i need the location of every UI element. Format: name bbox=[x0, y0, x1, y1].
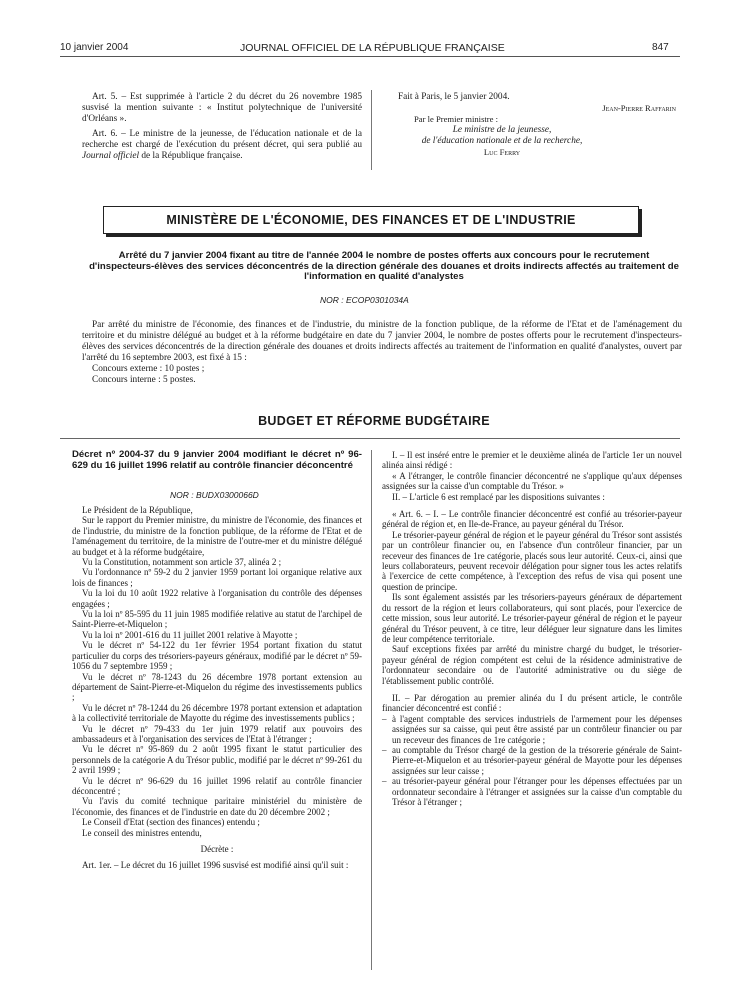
arrete-text: Par arrêté du ministre de l'économie, des finances et de l'industrie, du ministre de la fonction publique, de la réforme de l'Etat et de l'aménagement du territoire et du ministre délégué au budget et à la réforme budgétaire en date du 7 janvier 2004, le nombre de postes offerts pour le recrutement d'inspecteurs-élèves des services déconcentrés de la direction générale des douanes et droits indirects affectés au traitement de l'information en qualité d'analystes, ouvert par l'arrêté du 16 septembre 2003, est fixé à 15 : bbox=[82, 320, 682, 363]
decret-left-paragraph: Le Président de la République, bbox=[82, 505, 193, 515]
decret-right-paragraph: II. – L'article 6 est remplacé par les dispositions suivantes : bbox=[392, 491, 605, 502]
decret-nor: NOR : BUDX0300066D bbox=[170, 490, 259, 500]
ministry-title: MINISTÈRE DE L'ÉCONOMIE, DES FINANCES ET DE L'INDUSTRIE bbox=[166, 213, 576, 227]
arrete-title: Arrêté du 7 janvier 2004 fixant au titre de l'année 2004 le nombre de postes offerts aux concours pour le recrutement d'inspecteurs-élèves des services déconcentrés de la direction générale des douanes et droits indirects affectés au traitement de l'information en qualité d'analystes bbox=[89, 250, 679, 283]
decret-left-paragraph: Le conseil des ministres entendu, bbox=[82, 827, 202, 838]
top-column-divider bbox=[371, 90, 372, 170]
decret-column-divider bbox=[371, 450, 372, 970]
decret-left-paragraph: Vu le décret nº 79-433 du 1er juin 1979 relatif aux pouvoirs des ambassadeurs et à l'organisation des services de l'Etat à l'étranger ; bbox=[72, 723, 362, 744]
decret-left-paragraph: Sur le rapport du Premier ministre, du ministre de l'économie, des finances et de l'industrie, du ministre de la fonction publique, de la réforme de l'Etat et de l'aménagement du territoire, de la ministre de l'outre-mer et du ministre délégué au budget et à la réforme budgétaire, bbox=[72, 515, 362, 557]
fait-line: Fait à Paris, le 5 janvier 2004. bbox=[398, 92, 510, 102]
decret-left-paragraph: Vu le décret nº 96-629 du 16 juillet 1996 relatif au contrôle financier déconcentré ; bbox=[72, 775, 362, 796]
decret-title: Décret nº 2004-37 du 9 janvier 2004 modifiant le décret nº 96-629 du 16 juillet 1996 relatif au contrôle financier déconcentré bbox=[72, 449, 362, 471]
decret-left-paragraph: Vu la loi nº 2001-616 du 11 juillet 2001 relative à Mayotte ; bbox=[82, 629, 298, 640]
decret-left-paragraph: Vu l'ordonnance nº 59-2 du 2 janvier 1959 portant loi organique relative aux lois de finances ; bbox=[72, 567, 362, 588]
signer-ferry: Luc Ferry bbox=[483, 147, 521, 157]
signature-block bbox=[392, 92, 682, 158]
decret-left-paragraph: Vu le décret nº 95-869 du 2 août 1995 fixant le statut particulier des personnels de la catégorie A du Trésor public, modifié par le décret nº 99-261 du 2 avril 1999 ; bbox=[72, 744, 362, 776]
decret-bullet-item: – au trésorier-payeur général pour l'étranger pour les dépenses effectuées par un ordonnateur secondaire à l'étranger et assignées sur la caisse d'un comptable du Trésor à l'étranger ; bbox=[382, 776, 682, 807]
decret-left-paragraph: Vu l'avis du comité technique paritaire ministériel du ministère de l'économie, des finances et de l'industrie en date du 20 décembre 2002 ; bbox=[72, 796, 362, 817]
decret-right-paragraph: « A l'étranger, le contrôle financier déconcentré ne s'applique qu'aux dépenses assignées sur la caisse d'un comptable du Trésor. » bbox=[382, 470, 682, 492]
decret-right-paragraph: II. – Par dérogation au premier alinéa du I du présent article, le contrôle financier déconcentré est confié : bbox=[382, 692, 682, 714]
ministry-banner bbox=[103, 206, 639, 234]
decret-right-paragraph: « Art. 6. – I. – Le contrôle financier déconcentré est confié au trésorier-payeur général de région et, en Ile-de-France, au payeur général du Trésor. bbox=[382, 509, 682, 530]
decret-bullet-list bbox=[382, 714, 682, 808]
arrete-line-2: Concours interne : 5 postes. bbox=[92, 375, 196, 385]
section-rule bbox=[60, 438, 680, 439]
top-left-articles bbox=[82, 92, 362, 162]
art1-line: Art. 1er. – Le décret du 16 juillet 1996 susvisé est modifié ainsi qu'il suit : bbox=[82, 860, 349, 871]
art6-journal: Journal officiel bbox=[82, 151, 140, 161]
section-heading: BUDGET ET RÉFORME BUDGÉTAIRE bbox=[258, 414, 490, 428]
decrete-line: Décrète : bbox=[200, 844, 234, 854]
decret-left-column bbox=[72, 505, 362, 871]
header-journal-title: JOURNAL OFFICIEL DE LA RÉPUBLIQUE FRANÇAISE bbox=[240, 42, 505, 54]
decret-left-paragraph: Le Conseil d'Etat (section des finances) entendu ; bbox=[82, 817, 260, 828]
decret-right-column bbox=[382, 450, 682, 807]
arrete-body bbox=[82, 320, 682, 386]
decret-left-paragraph: Vu le décret nº 54-122 du 1er février 1954 portant fixation du statut particulier du corps des trésoriers-payeurs généraux, modifié par le décret nº 59-1056 du 7 septembre 1959 ; bbox=[72, 640, 362, 672]
decret-right-paragraph: Ils sont également assistés par les trésoriers-payeurs généraux de département du ressort de la région et leurs collaborateurs, qui sont placés, pour l'exercice de cette mission, sous leur autorité. Le trésorier-payeur général de région et le payeur général du Trésor peuvent, à ce titre, leur déléguer leur signature dans les limites de leur compétence territoriale. bbox=[382, 592, 682, 644]
decret-right-paragraph: Le trésorier-payeur général de région et le payeur général du Trésor sont assistés par un contrôleur financier ou, en l'absence d'un contrôleur financier, par un receveur des finances de 1re catégorie, placés sous leur autorité. Ceux-ci, ainsi que leurs collaborateurs, peuvent recevoir délégation pour signer tous les actes relatifs à l'exercice de cette compétence, à l'exception des refus de visa qui posent une question de principe. bbox=[382, 529, 682, 592]
decret-left-paragraph: Vu le décret nº 78-1243 du 26 décembre 1978 portant extension au département de Saint-Pierre-et-Miquelon du régime des investissements publics ; bbox=[72, 671, 362, 703]
art6-text: Art. 6. – Le ministre de la jeunesse, de l'éducation nationale et de la recherche est chargé de l'exécution du présent décret, qui sera publié au bbox=[82, 129, 362, 150]
decret-bullet-item: – à l'agent comptable des services industriels de l'armement pour les dépenses assignées sur sa caisse, qui peut être assisté par un contrôleur financier ou par un receveur des finances de 1re catégorie ; bbox=[382, 714, 682, 745]
arrete-line-1: Concours externe : 10 postes ; bbox=[92, 364, 205, 374]
decret-right-paragraph: Sauf exceptions fixées par arrêté du ministre chargé du budget, le trésorier-payeur général de région compétent est celui de la résidence administrative de l'ordonnateur secondaire ou de l'autorité administrative ou du siège de l'établissement public contrôlé. bbox=[382, 644, 682, 686]
minister-line-2: de l'éducation nationale et de la recherche, bbox=[421, 136, 583, 146]
art5-text: Art. 5. – Est supprimée à l'article 2 du décret du 26 novembre 1985 susvisé la mention suivante : « Institut polytechnique de l'université d'Orléans ». bbox=[82, 92, 362, 124]
decret-right-paragraph: I. – Il est inséré entre le premier et le deuxième alinéa de l'article 1er un nouvel alinéa ainsi rédigé : bbox=[382, 450, 682, 471]
arrete-nor: NOR : ECOP0301034A bbox=[320, 295, 409, 305]
header-rule bbox=[60, 56, 680, 57]
signer-raffarin: Jean-Pierre Raffarin bbox=[602, 103, 676, 113]
par-line: Par le Premier ministre : bbox=[414, 114, 499, 124]
art6-end: de la République française. bbox=[139, 151, 243, 161]
decret-bullet-item: – au comptable du Trésor chargé de la gestion de la trésorerie générale de Saint-Pierre-et-Miquelon et au trésorier-payeur général de Mayotte pour les dépenses assignées sur leur caisse ; bbox=[382, 745, 682, 776]
header-page-number: 847 bbox=[652, 42, 669, 53]
decret-left-paragraph: Vu le décret nº 78-1244 du 26 décembre 1978 portant extension et adaptation à la collectivité territoriale de Mayotte du régime des investissements publics ; bbox=[72, 702, 362, 724]
minister-line-1: Le ministre de la jeunesse, bbox=[452, 125, 552, 135]
header-date: 10 janvier 2004 bbox=[60, 42, 129, 53]
decret-left-paragraph: Vu la loi nº 85-595 du 11 juin 1985 modifiée relative au statut de l'archipel de Saint-Pierre-et-Miquelon ; bbox=[72, 609, 362, 630]
decret-left-paragraph: Vu la Constitution, notamment son article 37, alinéa 2 ; bbox=[82, 557, 282, 568]
decret-left-paragraph: Vu la loi du 10 août 1922 relative à l'organisation du contrôle des dépenses engagées ; bbox=[72, 588, 362, 609]
